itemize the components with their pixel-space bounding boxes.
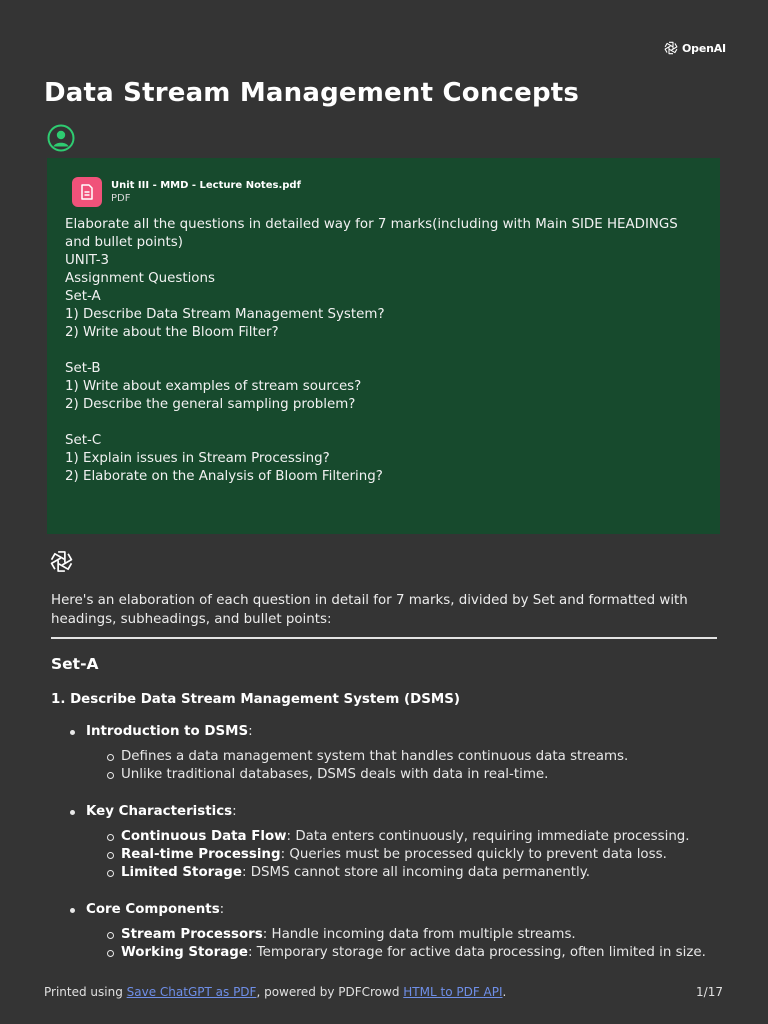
footer-prefix: Printed using: [44, 985, 127, 999]
assistant-message: [51, 591, 717, 981]
chatgpt-logo-icon: [48, 548, 75, 575]
sub-list-item: [86, 846, 717, 864]
prompt-line: UNIT-3: [65, 253, 110, 268]
prompt-line: Set-B: [65, 361, 101, 376]
sub-list-item: [86, 864, 717, 882]
prompt-line: 1) Describe Data Stream Management System?: [65, 307, 385, 322]
sub-list-item: [86, 944, 717, 962]
sub-list-item: [86, 828, 717, 846]
section-item: [51, 723, 717, 784]
sub-item-term: Real-time Processing: [121, 847, 281, 862]
user-message: [47, 158, 720, 534]
sub-list: [86, 748, 717, 784]
save-chatgpt-link[interactable]: Save ChatGPT as PDF: [126, 985, 257, 999]
prompt-line: Set-C: [65, 433, 102, 448]
sub-item-text: : Handle incoming data from multiple streams.: [262, 927, 576, 942]
sub-item-term: Continuous Data Flow: [121, 829, 287, 844]
set-heading: Set-A: [51, 655, 99, 673]
footer-middle: , powered by PDFCrowd: [256, 985, 404, 999]
footer-suffix: .: [502, 985, 507, 999]
section-heading: Core Components: [86, 902, 220, 917]
prompt-line: [65, 414, 705, 432]
section-item: [51, 901, 717, 962]
user-avatar-icon: [47, 124, 75, 152]
prompt-line: Elaborate all the questions in detailed way for 7 marks(including with Main SIDE HEADINGS and bullet points): [65, 217, 683, 250]
pdf-file-icon: [72, 177, 102, 207]
section-heading: Key Characteristics: [86, 804, 233, 819]
section-heading-suffix: :: [219, 902, 225, 917]
page-title: Data Stream Management Concepts: [44, 78, 580, 108]
prompt-line: [65, 342, 705, 360]
sub-list: [86, 926, 717, 962]
sub-item-text: : Data enters continuously, requiring immediate processing.: [286, 829, 690, 844]
sub-item-term: Stream Processors: [121, 927, 263, 942]
brand-name: OpenAI: [682, 41, 726, 55]
prompt-line: Set-A: [65, 289, 101, 304]
sub-list: [86, 828, 717, 882]
prompt-line: 1) Explain issues in Stream Processing?: [65, 451, 330, 466]
print-footer: [44, 985, 506, 999]
section-item: [51, 803, 717, 882]
attachment-type: PDF: [111, 193, 131, 204]
sub-list-item: [86, 766, 717, 784]
attachment-meta: [111, 179, 301, 205]
response-intro: Here's an elaboration of each question in detail for 7 marks, divided by Set and formatted with headings, subheadings, and bullet points:: [51, 593, 688, 627]
openai-logo-icon: [663, 40, 679, 56]
divider: [51, 637, 717, 639]
openai-brand: [663, 40, 726, 56]
section-heading: Introduction to DSMS: [86, 724, 249, 739]
sub-item-text: : DSMS cannot store all incoming data permanently.: [241, 865, 591, 880]
prompt-line: 2) Elaborate on the Analysis of Bloom Filtering?: [65, 469, 383, 484]
sub-list-item: [86, 748, 717, 766]
sub-list-item: [86, 926, 717, 944]
question-heading: 1. Describe Data Stream Management System (DSMS): [51, 692, 460, 707]
sub-item-text: Defines a data management system that handles continuous data streams.: [121, 749, 629, 764]
section-heading-suffix: :: [248, 724, 253, 739]
sub-item-text: : Temporary storage for active data processing, often limited in size.: [247, 945, 706, 960]
prompt-line: Assignment Questions: [65, 271, 215, 286]
sub-item-text: Unlike traditional databases, DSMS deals with data in real-time.: [121, 767, 549, 782]
prompt-line: 2) Write about the Bloom Filter?: [65, 325, 279, 340]
section-list: [51, 723, 717, 962]
sub-item-term: Limited Storage: [121, 865, 242, 880]
attachment-name: Unit III - MMD - Lecture Notes.pdf: [111, 180, 301, 191]
section-heading-suffix: :: [232, 804, 237, 819]
prompt-line: 1) Write about examples of stream sources?: [65, 379, 362, 394]
html-to-pdf-link[interactable]: HTML to PDF API: [403, 985, 503, 999]
sub-item-term: Working Storage: [121, 945, 248, 960]
attachment-chip[interactable]: [72, 177, 301, 207]
prompt-line: 2) Describe the general sampling problem?: [65, 397, 356, 412]
page-number: 1/17: [696, 985, 723, 999]
sub-item-text: : Queries must be processed quickly to prevent data loss.: [280, 847, 667, 862]
prompt-text: [65, 216, 705, 486]
